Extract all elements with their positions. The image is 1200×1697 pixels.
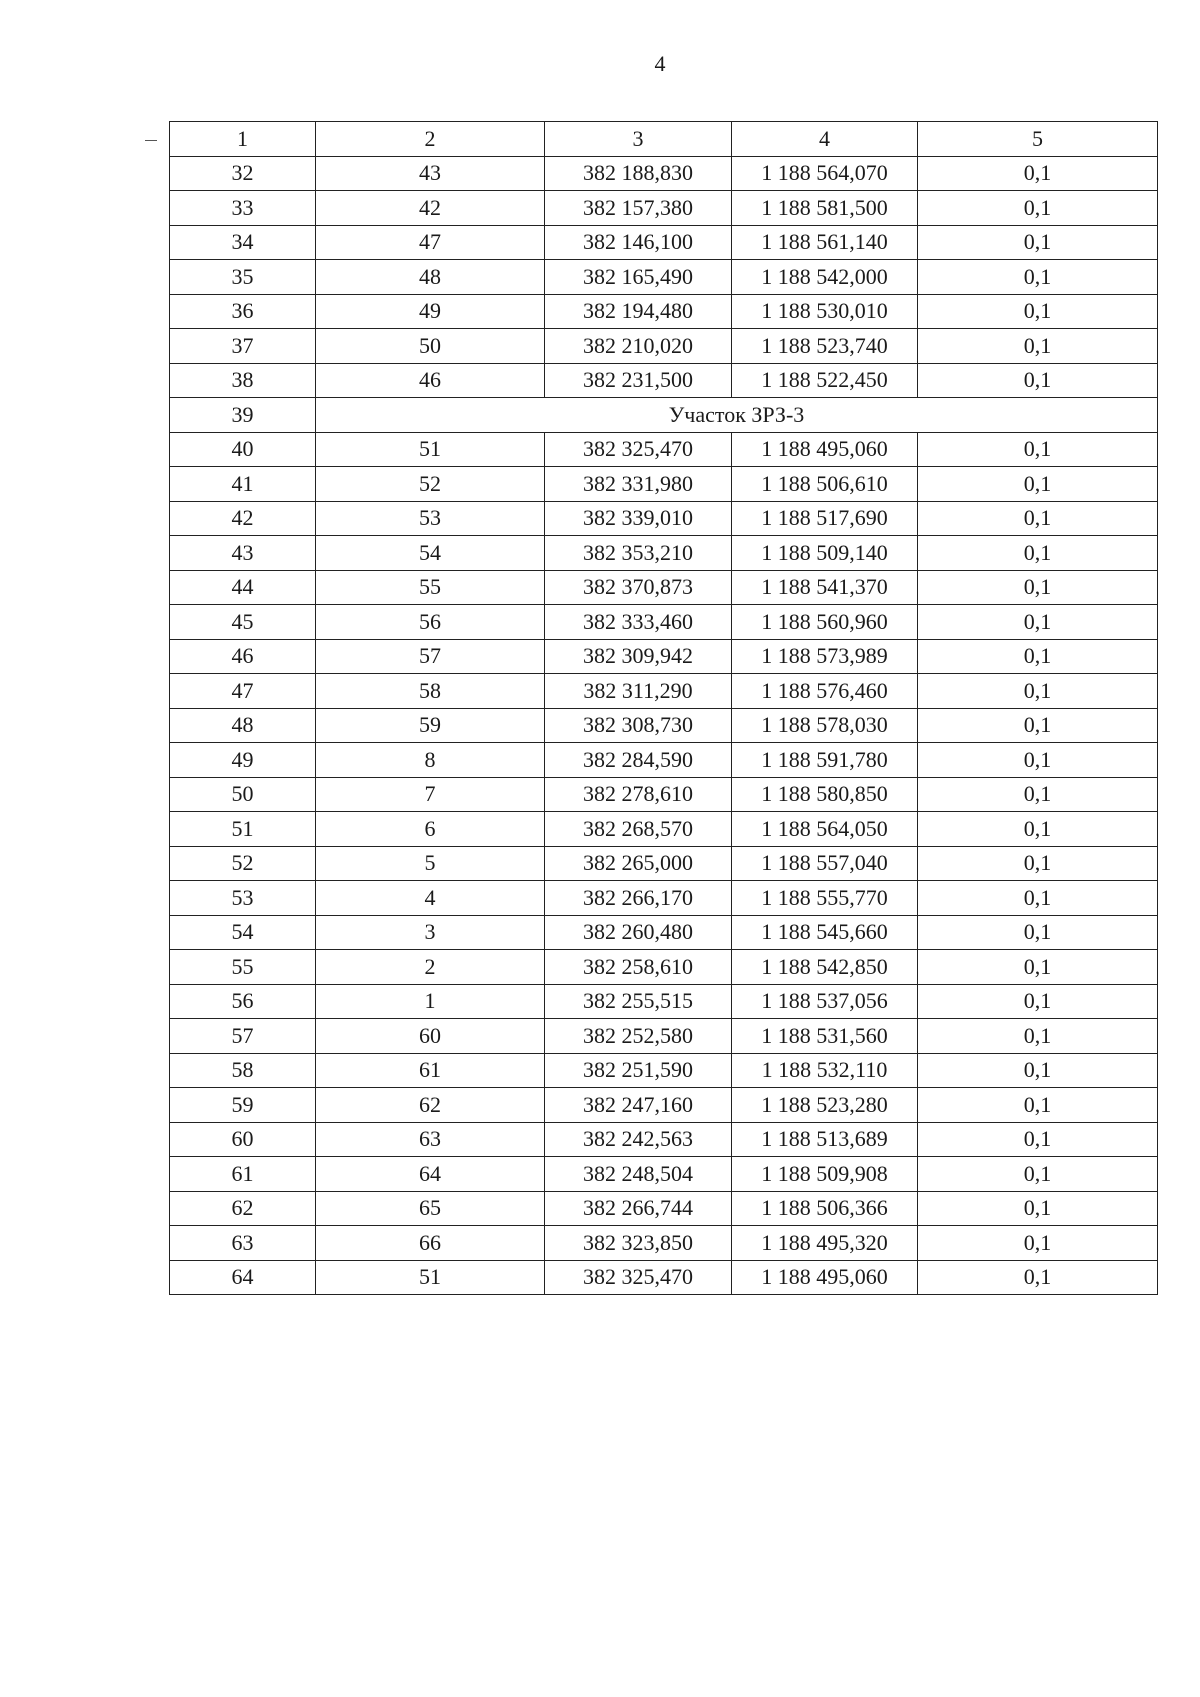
row-number-cell: 56 <box>170 984 316 1019</box>
x-coordinate-cell: 382 268,570 <box>545 812 732 847</box>
y-coordinate-cell: 1 188 561,140 <box>732 225 918 260</box>
point-number-cell: 59 <box>316 708 545 743</box>
accuracy-cell: 0,1 <box>918 915 1158 950</box>
table-row <box>170 743 1158 778</box>
point-number-cell: 2 <box>316 122 545 157</box>
table-row <box>170 984 1158 1019</box>
point-number-cell: 57 <box>316 639 545 674</box>
table-row <box>170 294 1158 329</box>
y-coordinate-cell: 1 188 578,030 <box>732 708 918 743</box>
y-coordinate-cell: 1 188 523,280 <box>732 1088 918 1123</box>
x-coordinate-cell: 382 231,500 <box>545 363 732 398</box>
y-coordinate-cell: 1 188 542,850 <box>732 950 918 985</box>
table-row <box>170 260 1158 295</box>
table-row <box>170 225 1158 260</box>
x-coordinate-cell: 382 266,170 <box>545 881 732 916</box>
table-row <box>170 1053 1158 1088</box>
point-number-cell: 63 <box>316 1122 545 1157</box>
table-row <box>170 846 1158 881</box>
accuracy-cell: 0,1 <box>918 950 1158 985</box>
row-number-cell: 34 <box>170 225 316 260</box>
point-number-cell: 66 <box>316 1226 545 1261</box>
point-number-cell: 54 <box>316 536 545 571</box>
point-number-cell: 4 <box>316 881 545 916</box>
accuracy-cell: 0,1 <box>918 1053 1158 1088</box>
table-row <box>170 674 1158 709</box>
accuracy-cell: 0,1 <box>918 708 1158 743</box>
y-coordinate-cell: 1 188 513,689 <box>732 1122 918 1157</box>
accuracy-cell: 0,1 <box>918 674 1158 709</box>
x-coordinate-cell: 382 331,980 <box>545 467 732 502</box>
row-number-cell: 43 <box>170 536 316 571</box>
row-number-cell: 51 <box>170 812 316 847</box>
point-number-cell: 2 <box>316 950 545 985</box>
table-row <box>170 708 1158 743</box>
y-coordinate-cell: 4 <box>732 122 918 157</box>
accuracy-cell: 0,1 <box>918 1191 1158 1226</box>
table-row <box>170 1019 1158 1054</box>
y-coordinate-cell: 1 188 517,690 <box>732 501 918 536</box>
y-coordinate-cell: 1 188 573,989 <box>732 639 918 674</box>
point-number-cell: 51 <box>316 1260 545 1295</box>
y-coordinate-cell: 1 188 576,460 <box>732 674 918 709</box>
row-number-cell: 54 <box>170 915 316 950</box>
point-number-cell: 56 <box>316 605 545 640</box>
accuracy-cell: 0,1 <box>918 777 1158 812</box>
accuracy-cell: 0,1 <box>918 846 1158 881</box>
table-row <box>170 1122 1158 1157</box>
y-coordinate-cell: 1 188 509,908 <box>732 1157 918 1192</box>
y-coordinate-cell: 1 188 523,740 <box>732 329 918 364</box>
row-number-cell: 47 <box>170 674 316 709</box>
accuracy-cell: 0,1 <box>918 812 1158 847</box>
table-row <box>170 1191 1158 1226</box>
y-coordinate-cell: 1 188 495,060 <box>732 1260 918 1295</box>
table-row <box>170 605 1158 640</box>
y-coordinate-cell: 1 188 506,610 <box>732 467 918 502</box>
row-number-cell: 53 <box>170 881 316 916</box>
y-coordinate-cell: 1 188 545,660 <box>732 915 918 950</box>
y-coordinate-cell: 1 188 495,320 <box>732 1226 918 1261</box>
row-number-cell: 45 <box>170 605 316 640</box>
table-row <box>170 915 1158 950</box>
x-coordinate-cell: 382 260,480 <box>545 915 732 950</box>
x-coordinate-cell: 382 266,744 <box>545 1191 732 1226</box>
x-coordinate-cell: 382 333,460 <box>545 605 732 640</box>
accuracy-cell: 0,1 <box>918 156 1158 191</box>
row-number-cell: 49 <box>170 743 316 778</box>
scan-mark <box>145 140 157 141</box>
row-number-cell: 35 <box>170 260 316 295</box>
table-row <box>170 1088 1158 1123</box>
accuracy-cell: 0,1 <box>918 1019 1158 1054</box>
row-number-cell: 42 <box>170 501 316 536</box>
accuracy-cell: 0,1 <box>918 1122 1158 1157</box>
y-coordinate-cell: 1 188 580,850 <box>732 777 918 812</box>
x-coordinate-cell: 382 146,100 <box>545 225 732 260</box>
table-row <box>170 1260 1158 1295</box>
row-number-cell: 46 <box>170 639 316 674</box>
point-number-cell: 62 <box>316 1088 545 1123</box>
point-number-cell: 1 <box>316 984 545 1019</box>
table-row <box>170 191 1158 226</box>
accuracy-cell: 0,1 <box>918 1260 1158 1295</box>
accuracy-cell: 0,1 <box>918 605 1158 640</box>
x-coordinate-cell: 382 325,470 <box>545 432 732 467</box>
table-row <box>170 881 1158 916</box>
row-number-cell: 52 <box>170 846 316 881</box>
coordinates-table <box>169 121 1158 1295</box>
row-number-cell: 55 <box>170 950 316 985</box>
accuracy-cell: 0,1 <box>918 536 1158 571</box>
point-number-cell: 61 <box>316 1053 545 1088</box>
table-row <box>170 777 1158 812</box>
row-number-cell: 33 <box>170 191 316 226</box>
point-number-cell: 42 <box>316 191 545 226</box>
accuracy-cell: 0,1 <box>918 881 1158 916</box>
accuracy-cell: 0,1 <box>918 639 1158 674</box>
row-number-cell: 59 <box>170 1088 316 1123</box>
point-number-cell: 5 <box>316 846 545 881</box>
point-number-cell: 8 <box>316 743 545 778</box>
y-coordinate-cell: 1 188 581,500 <box>732 191 918 226</box>
y-coordinate-cell: 1 188 537,056 <box>732 984 918 1019</box>
accuracy-cell: 0,1 <box>918 743 1158 778</box>
table-row <box>170 950 1158 985</box>
section-title-cell: Участок ЗРЗ-3 <box>316 398 1158 433</box>
table-row <box>170 639 1158 674</box>
accuracy-cell: 0,1 <box>918 1157 1158 1192</box>
x-coordinate-cell: 382 255,515 <box>545 984 732 1019</box>
table-row <box>170 501 1158 536</box>
row-number-cell: 57 <box>170 1019 316 1054</box>
accuracy-cell: 0,1 <box>918 1088 1158 1123</box>
point-number-cell: 60 <box>316 1019 545 1054</box>
point-number-cell: 58 <box>316 674 545 709</box>
table-row <box>170 156 1158 191</box>
point-number-cell: 47 <box>316 225 545 260</box>
y-coordinate-cell: 1 188 555,770 <box>732 881 918 916</box>
y-coordinate-cell: 1 188 522,450 <box>732 363 918 398</box>
x-coordinate-cell: 382 194,480 <box>545 294 732 329</box>
row-number-cell: 48 <box>170 708 316 743</box>
row-number-cell: 1 <box>170 122 316 157</box>
accuracy-cell: 0,1 <box>918 260 1158 295</box>
section-number-cell: 39 <box>170 398 316 433</box>
row-number-cell: 62 <box>170 1191 316 1226</box>
accuracy-cell: 0,1 <box>918 363 1158 398</box>
point-number-cell: 51 <box>316 432 545 467</box>
point-number-cell: 7 <box>316 777 545 812</box>
y-coordinate-cell: 1 188 560,960 <box>732 605 918 640</box>
point-number-cell: 65 <box>316 1191 545 1226</box>
y-coordinate-cell: 1 188 557,040 <box>732 846 918 881</box>
row-number-cell: 36 <box>170 294 316 329</box>
x-coordinate-cell: 382 165,490 <box>545 260 732 295</box>
row-number-cell: 32 <box>170 156 316 191</box>
x-coordinate-cell: 382 157,380 <box>545 191 732 226</box>
y-coordinate-cell: 1 188 564,050 <box>732 812 918 847</box>
y-coordinate-cell: 1 188 495,060 <box>732 432 918 467</box>
x-coordinate-cell: 382 323,850 <box>545 1226 732 1261</box>
y-coordinate-cell: 1 188 530,010 <box>732 294 918 329</box>
table-row <box>170 1157 1158 1192</box>
table-body <box>170 122 1158 1295</box>
row-number-cell: 61 <box>170 1157 316 1192</box>
row-number-cell: 37 <box>170 329 316 364</box>
y-coordinate-cell: 1 188 531,560 <box>732 1019 918 1054</box>
point-number-cell: 43 <box>316 156 545 191</box>
row-number-cell: 50 <box>170 777 316 812</box>
row-number-cell: 60 <box>170 1122 316 1157</box>
point-number-cell: 49 <box>316 294 545 329</box>
y-coordinate-cell: 1 188 542,000 <box>732 260 918 295</box>
accuracy-cell: 0,1 <box>918 191 1158 226</box>
x-coordinate-cell: 382 188,830 <box>545 156 732 191</box>
x-coordinate-cell: 382 311,290 <box>545 674 732 709</box>
row-number-cell: 63 <box>170 1226 316 1261</box>
x-coordinate-cell: 382 278,610 <box>545 777 732 812</box>
x-coordinate-cell: 382 248,504 <box>545 1157 732 1192</box>
x-coordinate-cell: 382 370,873 <box>545 570 732 605</box>
x-coordinate-cell: 382 284,590 <box>545 743 732 778</box>
point-number-cell: 3 <box>316 915 545 950</box>
x-coordinate-cell: 382 252,580 <box>545 1019 732 1054</box>
accuracy-cell: 0,1 <box>918 570 1158 605</box>
point-number-cell: 6 <box>316 812 545 847</box>
x-coordinate-cell: 382 325,470 <box>545 1260 732 1295</box>
point-number-cell: 52 <box>316 467 545 502</box>
accuracy-cell: 0,1 <box>918 432 1158 467</box>
table-row <box>170 570 1158 605</box>
table-row <box>170 329 1158 364</box>
accuracy-cell: 0,1 <box>918 1226 1158 1261</box>
y-coordinate-cell: 1 188 509,140 <box>732 536 918 571</box>
table-row <box>170 1226 1158 1261</box>
x-coordinate-cell: 382 309,942 <box>545 639 732 674</box>
x-coordinate-cell: 3 <box>545 122 732 157</box>
row-number-cell: 44 <box>170 570 316 605</box>
y-coordinate-cell: 1 188 532,110 <box>732 1053 918 1088</box>
x-coordinate-cell: 382 210,020 <box>545 329 732 364</box>
y-coordinate-cell: 1 188 541,370 <box>732 570 918 605</box>
table-header-row <box>170 122 1158 157</box>
accuracy-cell: 5 <box>918 122 1158 157</box>
accuracy-cell: 0,1 <box>918 294 1158 329</box>
point-number-cell: 46 <box>316 363 545 398</box>
table-row <box>170 363 1158 398</box>
x-coordinate-cell: 382 265,000 <box>545 846 732 881</box>
row-number-cell: 64 <box>170 1260 316 1295</box>
table-row <box>170 467 1158 502</box>
accuracy-cell: 0,1 <box>918 501 1158 536</box>
point-number-cell: 55 <box>316 570 545 605</box>
point-number-cell: 48 <box>316 260 545 295</box>
x-coordinate-cell: 382 353,210 <box>545 536 732 571</box>
accuracy-cell: 0,1 <box>918 225 1158 260</box>
x-coordinate-cell: 382 258,610 <box>545 950 732 985</box>
y-coordinate-cell: 1 188 591,780 <box>732 743 918 778</box>
table-row <box>170 536 1158 571</box>
row-number-cell: 38 <box>170 363 316 398</box>
y-coordinate-cell: 1 188 564,070 <box>732 156 918 191</box>
accuracy-cell: 0,1 <box>918 984 1158 1019</box>
point-number-cell: 50 <box>316 329 545 364</box>
accuracy-cell: 0,1 <box>918 329 1158 364</box>
point-number-cell: 64 <box>316 1157 545 1192</box>
x-coordinate-cell: 382 308,730 <box>545 708 732 743</box>
point-number-cell: 53 <box>316 501 545 536</box>
x-coordinate-cell: 382 247,160 <box>545 1088 732 1123</box>
page-number: 4 <box>654 51 666 76</box>
row-number-cell: 58 <box>170 1053 316 1088</box>
accuracy-cell: 0,1 <box>918 467 1158 502</box>
y-coordinate-cell: 1 188 506,366 <box>732 1191 918 1226</box>
x-coordinate-cell: 382 251,590 <box>545 1053 732 1088</box>
x-coordinate-cell: 382 339,010 <box>545 501 732 536</box>
table-row <box>170 812 1158 847</box>
table-row <box>170 432 1158 467</box>
x-coordinate-cell: 382 242,563 <box>545 1122 732 1157</box>
row-number-cell: 41 <box>170 467 316 502</box>
section-row <box>170 398 1158 433</box>
coordinates-table-wrap <box>169 121 1157 1295</box>
row-number-cell: 40 <box>170 432 316 467</box>
